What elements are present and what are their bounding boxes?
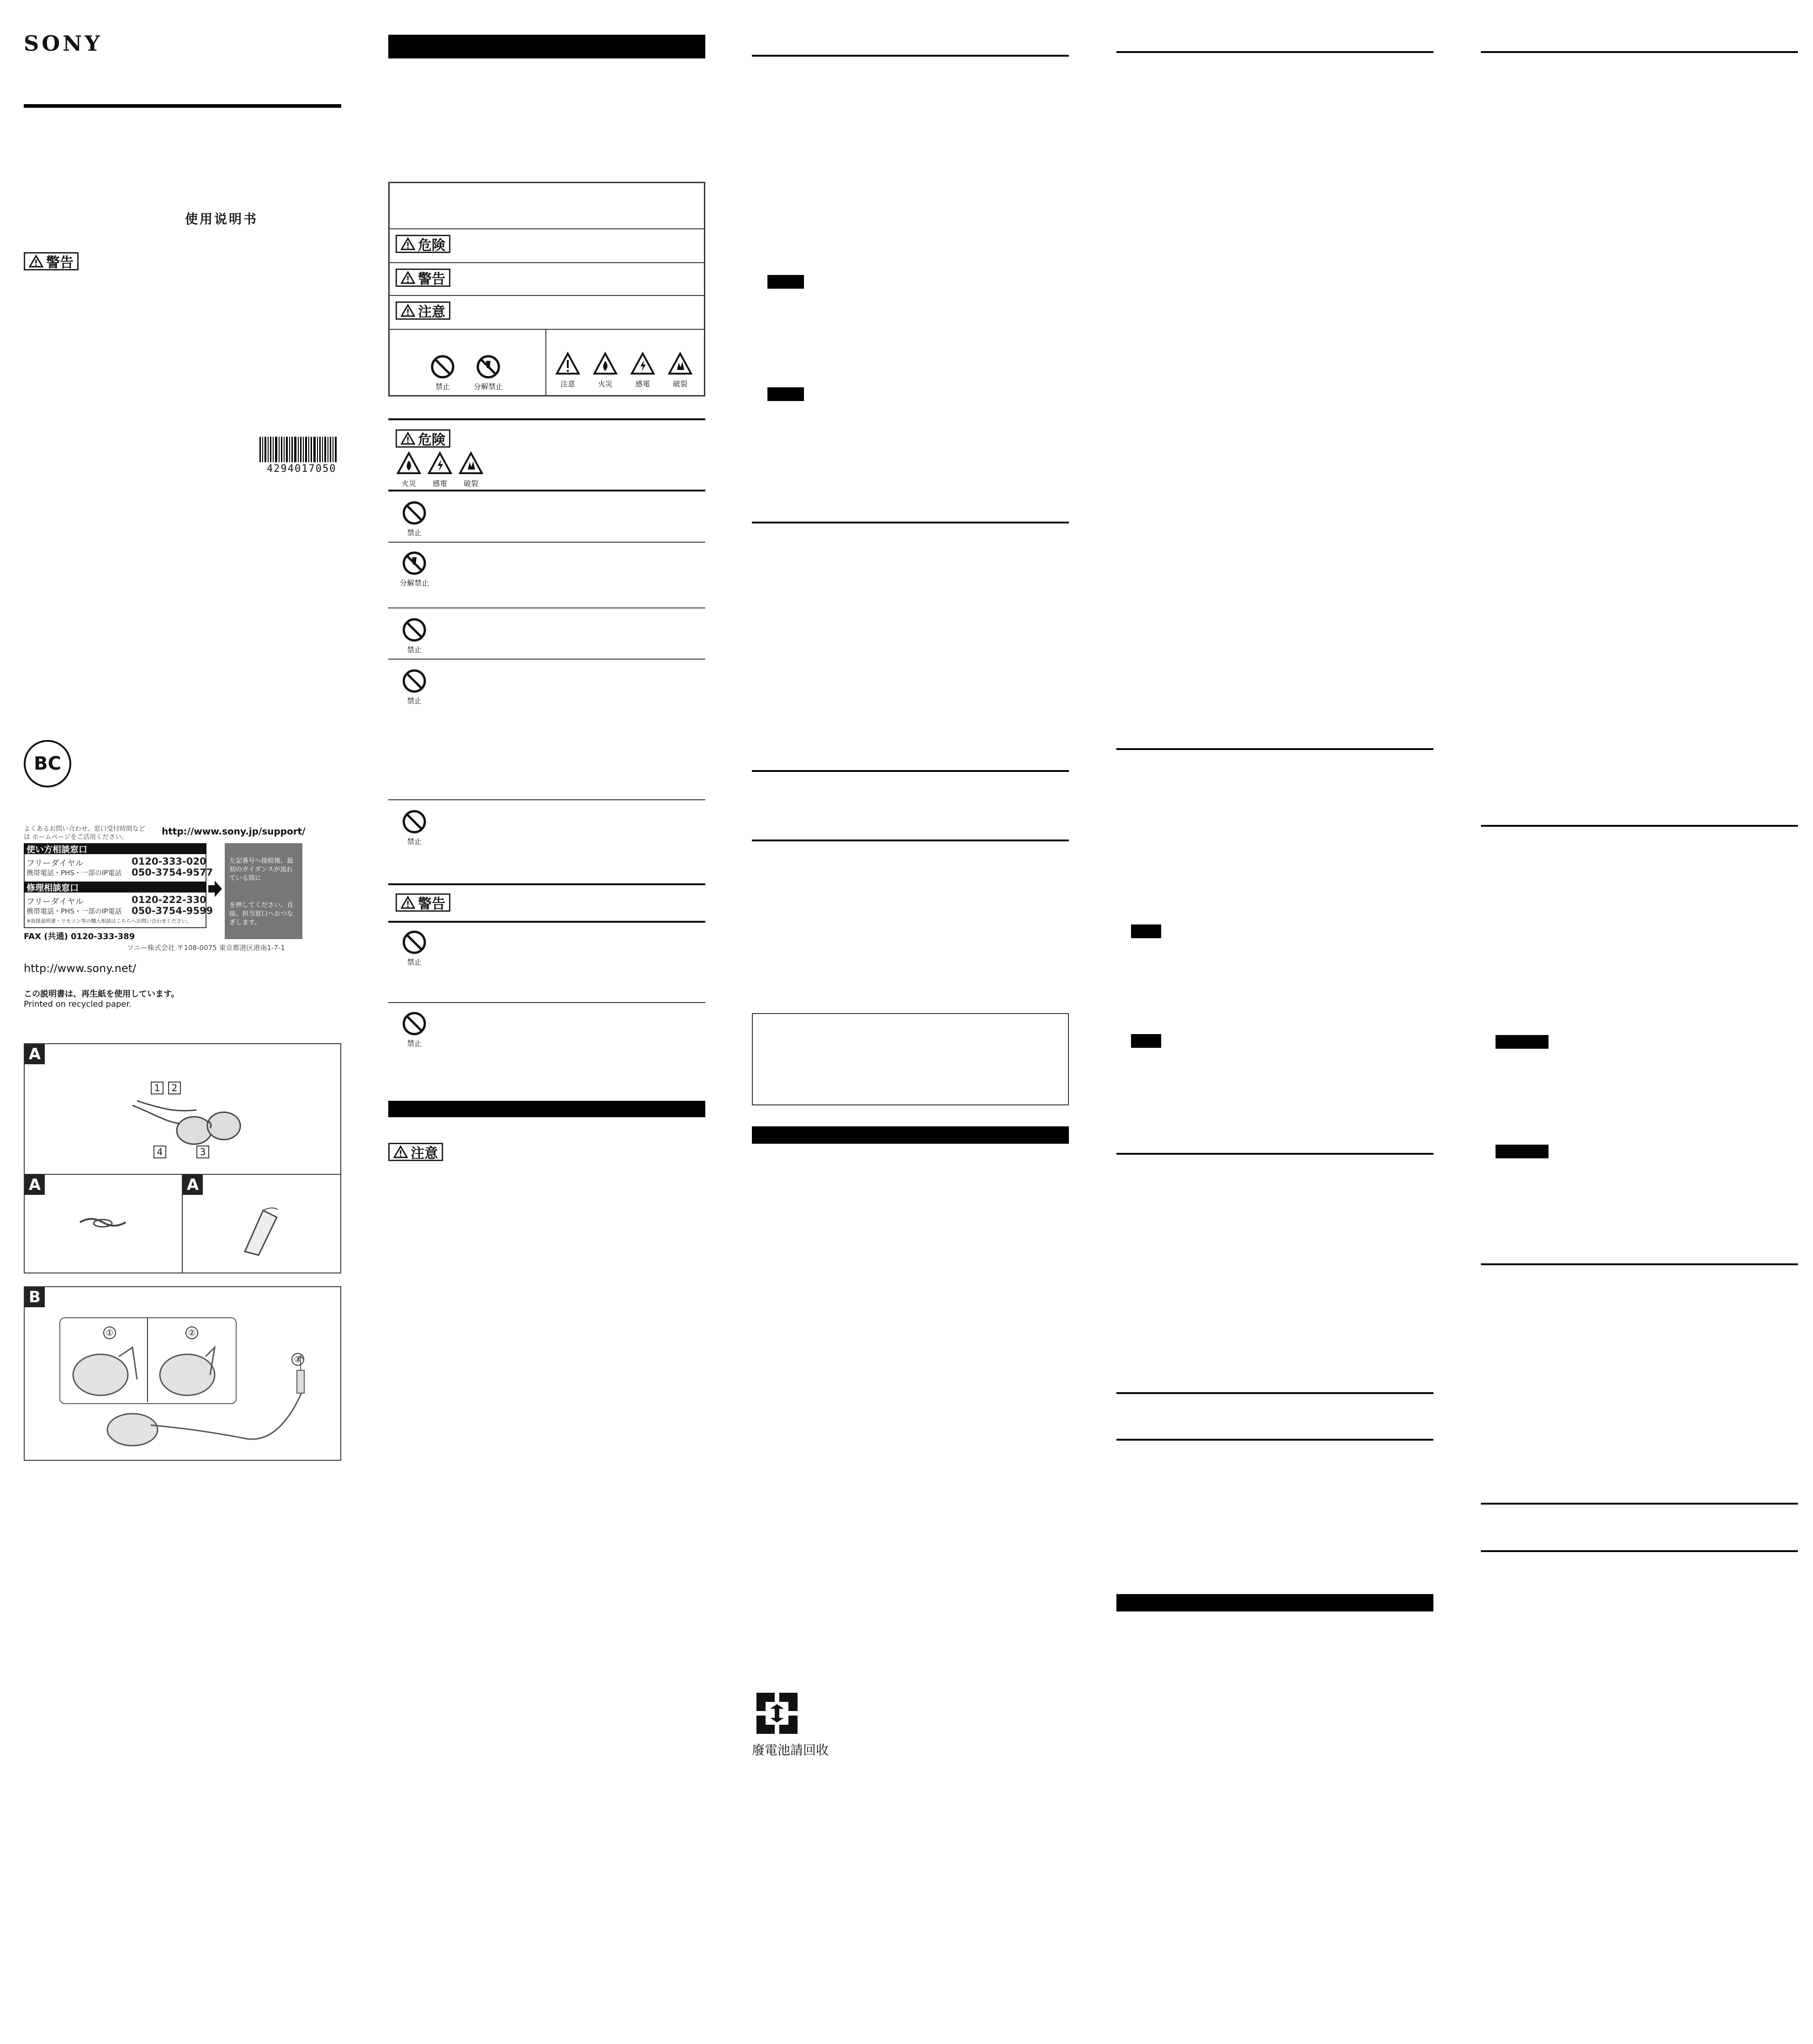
warning-triangle-icon <box>393 1145 408 1159</box>
item-3-symbol <box>398 618 430 655</box>
warning-triangle-icon <box>401 432 415 445</box>
danger-badge <box>396 235 450 253</box>
legend-shock <box>627 352 659 389</box>
sony-net-url[interactable]: http://www.sony.net/ <box>24 962 137 975</box>
item-5-label: 禁止 <box>407 837 422 846</box>
legend-row-2 <box>388 262 705 263</box>
caution-legend-label: 注意 <box>418 304 445 320</box>
danger-section-label: 危険 <box>418 432 445 448</box>
col4-rule-3 <box>1116 1153 1433 1155</box>
legend-burst-label: 破裂 <box>672 380 687 388</box>
danger-section-badge <box>396 429 450 448</box>
legend-no-disassembly <box>472 354 504 391</box>
prohibit-icon <box>402 618 427 642</box>
battery-recycle-text: 廢電池請回收 <box>752 1743 829 1758</box>
col3-rule-3 <box>752 770 1069 772</box>
warning-triangle-icon <box>401 896 415 909</box>
prohibit-icon <box>402 930 427 955</box>
item-rule-3 <box>388 607 705 608</box>
col5-rule-5 <box>1481 1550 1798 1552</box>
col4-rule-5 <box>1116 1439 1433 1441</box>
guide-text-1: 左記番号へ接続後、最初のガイダンスが流れている間に <box>229 857 293 882</box>
figure-b-label: B <box>25 1287 45 1307</box>
danger-section-rule <box>388 418 705 420</box>
item-2-label: 分解禁止 <box>399 579 429 587</box>
caution-section-label: 注意 <box>411 1146 438 1162</box>
item-rule-4 <box>388 659 705 660</box>
figure-a-label-2: A <box>25 1175 45 1195</box>
battery-recycle-icon <box>752 1688 802 1738</box>
no-disassembly-icon <box>476 354 501 379</box>
item-5-symbol <box>398 809 430 846</box>
legend-fire <box>589 352 621 389</box>
danger-shock-label: 感電 <box>432 479 447 488</box>
usage-head: 使い方相談窓口 <box>24 843 206 854</box>
warning-triangle-icon <box>401 237 415 251</box>
col2-section-bar <box>388 1101 705 1117</box>
burst-icon <box>459 451 483 476</box>
prohibit-icon <box>402 809 427 834</box>
barcode-number: 4294017050 <box>267 463 337 475</box>
col4-note-2 <box>1131 1034 1161 1048</box>
item-6-label: 禁止 <box>407 958 422 967</box>
legend-caution <box>552 352 584 389</box>
danger-shock <box>424 451 456 488</box>
col3-note-1 <box>767 275 804 289</box>
col5-rule-4 <box>1481 1503 1798 1505</box>
warning-section-badge <box>396 893 450 912</box>
prohibit-icon <box>402 669 427 693</box>
step-3: ③ <box>291 1353 304 1366</box>
item-rule-1 <box>388 490 705 491</box>
free-dial-2: 0120-222-330 <box>132 894 206 905</box>
col4-rule-2 <box>1116 748 1433 750</box>
recycled-jp: この説明書は、再生紙を使用しています。 <box>24 989 180 999</box>
item-1-label: 禁止 <box>407 528 422 537</box>
col3-rule-4 <box>752 840 1069 841</box>
support-intro: よくあるお問い合わせ、窓口受付時間などは ホームページをご活用ください。 <box>24 825 145 841</box>
item-4-symbol <box>398 669 430 706</box>
warning-legend-label: 警告 <box>418 271 445 287</box>
callout-1: 1 <box>151 1082 164 1094</box>
arrow-right-icon <box>208 881 222 897</box>
fire-icon <box>593 352 618 376</box>
no-disassembly-icon <box>402 551 427 576</box>
item-rule-6 <box>388 1002 705 1003</box>
item-1-symbol <box>398 501 430 538</box>
barcode-image <box>259 437 338 462</box>
col5-rule-3 <box>1481 1263 1798 1265</box>
item-rule-5 <box>388 799 705 800</box>
fax-line: FAX (共通) 0120-333-389 <box>24 932 135 941</box>
col3-section-bar <box>752 1126 1069 1144</box>
col5-rule-1 <box>1481 51 1798 53</box>
caution-section-badge <box>388 1143 443 1161</box>
step-1: ① <box>103 1326 116 1339</box>
legend-burst <box>664 352 696 389</box>
warning-section-rule-bottom <box>388 921 705 923</box>
warning-legend-badge <box>396 269 450 287</box>
legend-row-3 <box>388 295 705 296</box>
col5-note-2 <box>1496 1145 1549 1158</box>
legend-vdivider <box>545 329 546 396</box>
caution-icon <box>555 352 580 376</box>
warning-section-rule-top <box>388 883 705 885</box>
mobile-1: 050-3754-9577 <box>132 867 213 878</box>
electric-shock-icon <box>630 352 655 376</box>
col2-header-bar <box>388 35 705 58</box>
warning-triangle-icon <box>29 254 43 268</box>
item-7-symbol <box>398 1011 430 1048</box>
glasses-illustration <box>128 1092 242 1151</box>
danger-label: 危険 <box>418 238 445 254</box>
electric-shock-icon <box>428 451 452 476</box>
prohibit-icon <box>430 354 455 379</box>
col4-section-bar <box>1116 1594 1433 1611</box>
guide-box <box>225 843 302 939</box>
legend-row-1 <box>388 228 705 229</box>
pouch-illustration <box>236 1206 281 1256</box>
item-4-label: 禁止 <box>407 697 422 705</box>
sony-logo: SONY <box>24 31 103 56</box>
figure-a-label-3: A <box>183 1175 203 1195</box>
danger-fire <box>393 451 425 488</box>
callout-4: 4 <box>153 1146 166 1158</box>
item-7-label: 禁止 <box>407 1039 422 1048</box>
warning-triangle-icon <box>401 304 415 317</box>
recycled-en: Printed on recycled paper. <box>24 999 132 1009</box>
figure-a-label: A <box>25 1044 45 1064</box>
fire-icon <box>396 451 421 476</box>
danger-fire-label: 火災 <box>401 479 416 488</box>
col3-rule-2 <box>752 522 1069 523</box>
prohibit-icon <box>402 1011 427 1036</box>
warning-section-label: 警告 <box>418 896 445 912</box>
legend-prohibit-label: 禁止 <box>435 382 450 391</box>
prohibit-icon <box>402 501 427 525</box>
manual-title: 使用说明书 <box>185 211 259 227</box>
free-dial-1: 0120-333-020 <box>132 856 206 867</box>
charging-illustration <box>64 1338 320 1452</box>
warning-triangle-icon <box>401 271 415 285</box>
support-url[interactable]: http://www.sony.jp/support/ <box>162 826 306 837</box>
free-dial-label-2: フリーダイヤル <box>26 897 84 907</box>
item-2-symbol <box>398 551 430 588</box>
mobile-label-2: 携帯電話・PHS・一部のIP電話 <box>26 907 122 915</box>
burst-icon <box>668 352 692 376</box>
col5-rule-2 <box>1481 825 1798 827</box>
legend-prohibit <box>427 354 459 391</box>
item-3-label: 禁止 <box>407 645 422 654</box>
guide-text-2: を押してください。直接、担当窓口へおつなぎします。 <box>229 902 293 926</box>
support-note: ※取扱説明書・リモコン等の購入相談はこちらへお問い合わせください。 <box>26 918 192 924</box>
repair-head: 修理相談窓口 <box>24 882 206 893</box>
free-dial-label-1: フリーダイヤル <box>26 859 84 868</box>
legend-shock-label: 感電 <box>635 380 650 388</box>
legend-row-4 <box>388 329 705 330</box>
mobile-2: 050-3754-9599 <box>132 905 213 916</box>
mobile-label-1: 携帯電話・PHS・一部のIP電話 <box>26 869 122 877</box>
cable-illustration <box>78 1213 128 1231</box>
col4-rule-1 <box>1116 51 1433 53</box>
item-rule-2 <box>388 542 705 543</box>
col3-rule-1 <box>752 55 1069 57</box>
step-2: ② <box>185 1326 198 1339</box>
company-address: ソニー株式会社 〒108-0075 東京都港区港南1-7-1 <box>127 944 285 952</box>
barcode <box>259 437 338 462</box>
warning-badge-label: 警告 <box>46 255 74 271</box>
warning-badge <box>24 252 79 270</box>
col4-rule-4 <box>1116 1392 1433 1394</box>
danger-burst <box>455 451 487 488</box>
caution-legend-badge <box>396 301 450 320</box>
col4-note-1 <box>1131 924 1161 938</box>
bc-mark: BC <box>24 740 71 787</box>
danger-burst-label: 破裂 <box>463 479 478 488</box>
callout-2: 2 <box>168 1082 181 1094</box>
col3-note-box <box>752 1013 1069 1105</box>
legend-no-disassembly-label: 分解禁止 <box>473 382 503 391</box>
col5-note-1 <box>1496 1035 1549 1049</box>
callout-3: 3 <box>196 1146 209 1158</box>
legend-caution-label: 注意 <box>560 380 575 388</box>
col3-note-2 <box>767 387 804 401</box>
title-rule <box>24 104 341 108</box>
legend-fire-label: 火災 <box>597 380 613 388</box>
item-6-symbol <box>398 930 430 967</box>
